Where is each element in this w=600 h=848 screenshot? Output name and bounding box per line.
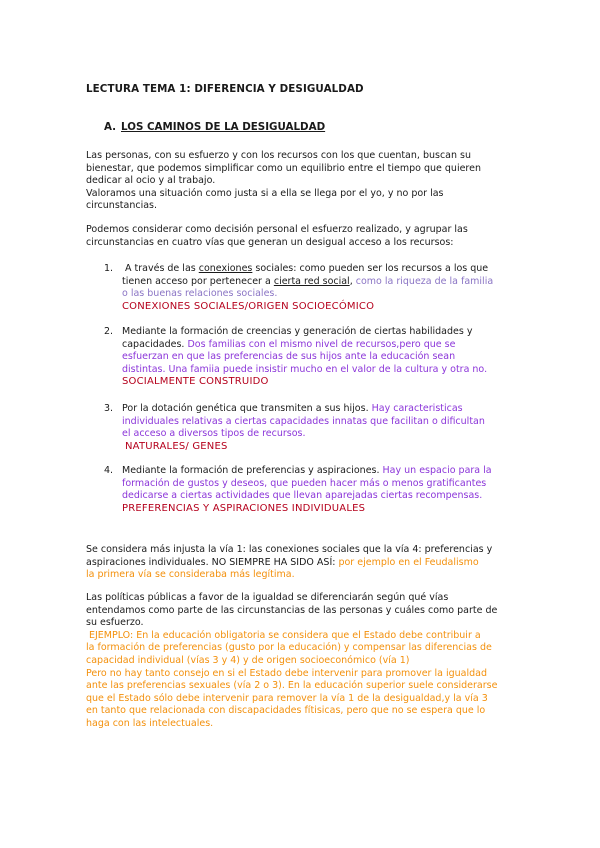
document-title: LECTURA TEMA 1: DIFERENCIA Y DESIGUALDAD (86, 83, 364, 95)
text-span: aspiraciones individuales. NO SIEMPRE HA SIDO ASÍ: (86, 556, 339, 568)
paragraph-politicas (86, 592, 526, 731)
text-span: tienen acceso por pertenecer a (122, 275, 274, 287)
underlined-term: cierta red social (273, 275, 350, 287)
text-line (86, 557, 526, 570)
list-number: 4. (104, 465, 114, 476)
example-text: capacidad individual (vías 3 y 4) y de origen socioeconómico (vía 1) (86, 654, 410, 666)
text-line (122, 263, 526, 276)
annotation-text: esfuerzan en que las preferencias de sus hijos ante la educación sean (122, 351, 456, 363)
text-span: , (349, 275, 356, 287)
paragraph-intro (86, 150, 526, 213)
text-line: Las políticas públicas a favor de la igualdad se diferenciarán según qué vías (86, 592, 449, 603)
text-line (122, 276, 526, 289)
list-number: 2. (104, 326, 114, 337)
annotation-text: como la riqueza de la familia (355, 275, 494, 287)
paragraph-circumstances (86, 224, 526, 249)
list-number: 1. (104, 263, 114, 274)
list-item-genetica (104, 403, 526, 453)
paragraph-injusticia (86, 544, 526, 582)
text-line: Se considera más injusta la vía 1: las conexiones sociales que la vía 4: preferencias y (86, 544, 493, 555)
text-line: bienestar, que podemos simplificar como un equilibrio entre el tiempo que quieren (86, 162, 481, 174)
annotation-text: Hay caracteristicas (371, 403, 463, 414)
text-line: su esfuerzo. (86, 617, 144, 629)
category-label: PREFERENCIAS Y ASPIRACIONES INDIVIDUALES (122, 502, 366, 514)
annotation-text: la primera vía se consideraba más legítima. (86, 569, 295, 581)
text-span: A través de las (125, 263, 199, 274)
section-title: LOS CAMINOS DE LA DESIGUALDAD (121, 121, 326, 133)
section-heading (104, 121, 325, 133)
section-letter: A. (104, 121, 117, 133)
text-line (122, 339, 526, 352)
example-text: la formación de preferencias (gusto por la educación) y compensar las diferencias de (86, 642, 492, 654)
annotation-text: Dos familias con el mismo nivel de recursos,pero que se (187, 338, 456, 350)
text-span: Mediante la formación de preferencias y aspiraciones. (122, 465, 383, 476)
annotation-text: distintas. Una famiia puede insistir mucho en el valor de la cultura y otra no. (122, 363, 488, 375)
example-text: Pero no hay tanto consejo en si el Estado debe intervenir para promover la igualdad (86, 667, 487, 679)
text-span: capacidades. (122, 338, 188, 350)
text-line: entendamos como parte de las circunstancias de las personas y cuáles como parte de (86, 604, 498, 616)
text-line (122, 465, 526, 478)
category-label: CONEXIONES SOCIALES/ORIGEN SOCIOECÓMICO (122, 300, 375, 312)
text-line: dedicar al ocio y al trabajo. (86, 175, 216, 187)
annotation-text: dedicarse a ciertas actividades que llevan aparejadas ciertas recompensas. (122, 490, 483, 502)
underlined-term: conexiones (198, 263, 253, 274)
list-item-creencias (104, 326, 526, 389)
annotation-text: Hay un espacio para la (382, 465, 492, 476)
example-text: EJEMPLO: En la educación obligatoria se considera que el Estado debe contribuir a (89, 629, 481, 641)
list-number: 3. (104, 403, 114, 414)
example-text: que el Estado sólo debe intervenir para remover la vía 1 de la desigualdad,y la vía 3 (86, 692, 488, 704)
category-label: NATURALES/ GENES (125, 440, 228, 452)
example-text: haga con las intelectuales. (86, 717, 214, 729)
category-label: SOCIALMENTE CONSTRUIDO (122, 376, 269, 388)
annotation-text: o las buenas relaciones sociales. (122, 288, 278, 300)
text-line: Podemos considerar como decisión personal el esfuerzo realizado, y agrupar las (86, 224, 468, 235)
example-text: en tanto que relacionada con discapacidades fítisicas, pero que no se espera que lo (86, 705, 486, 717)
annotation-text: por ejemplo en el Feudalismo (338, 556, 479, 568)
text-line (122, 403, 526, 416)
text-line: circunstancias. (86, 200, 157, 212)
text-line: circunstancias en cuatro vías que generan un desigual acceso a los recursos: (86, 236, 454, 248)
example-text: ante las preferencias sexuales (vía 2 o 3). En la educación superior suele considerarse (86, 680, 498, 692)
text-span: sociales: como pueden ser los recursos a los que (252, 263, 489, 274)
text-span: Por la dotación genética que transmiten a sus hijos. (122, 403, 372, 414)
text-line: Las personas, con su esfuerzo y con los recursos con los que cuentan, buscan su (86, 150, 472, 161)
annotation-text: individuales relativas a ciertas capacidades innatas que facilitan o dificultan (122, 415, 485, 427)
annotation-text: formación de gustos y deseos, que pueden hacer más o menos gratificantes (122, 477, 487, 489)
text-line: Valoramos una situación como justa si a ella se llega por el yo, y no por las (86, 187, 444, 199)
list-item-conexiones (104, 263, 526, 313)
annotation-text: el acceso a diversos tipos de recursos. (122, 428, 306, 440)
text-line: Mediante la formación de creencias y generación de ciertas habilidades y (122, 326, 473, 337)
list-item-preferencias (104, 465, 526, 515)
